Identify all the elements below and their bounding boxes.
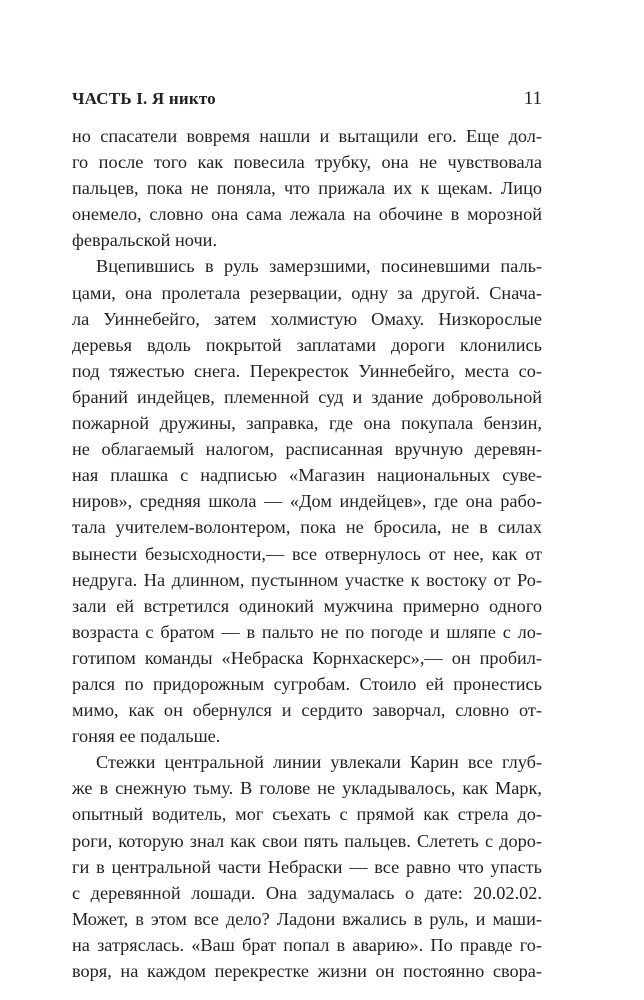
text-line: Стежки центральной линии увлекали Карин все глуб- <box>96 752 542 773</box>
text-line: но спасатели вовремя нашли и вытащили его. Еще дол- <box>72 126 542 146</box>
chapter-title: ЧАСТЬ I. Я никто <box>72 89 216 108</box>
text-line: пожарной дружины, заправка, где она покупала бензин, <box>72 413 542 434</box>
text-line: на затряслась. «Ваш брат попал в аварию». По правде го- <box>72 934 542 955</box>
text-line: гоняя ее подальше. <box>72 726 221 747</box>
text-line: готипом команды «Небраска Корнхаскерс»,— он пробил- <box>72 647 542 668</box>
text-line: февральской ночи. <box>72 230 218 251</box>
text-line: ниров», средняя школа — «Дом индейцев», где она рабо- <box>72 491 542 512</box>
running-head <box>72 86 542 112</box>
text-line: рался по придорожным сугробам. Стоило ей пронестись <box>72 673 542 694</box>
text-line: под тяжестью снега. Перекресток Уиннебейго, места со- <box>72 360 542 381</box>
text-line: с деревянной лошади. Она задумалась о дате: 20.02.02. <box>72 882 542 903</box>
text-line: вынести безысходности,— все отвернулось от нее, как от <box>72 543 542 564</box>
text-line: ги в центральной части Небраски — все равно что упасть <box>72 856 542 877</box>
text-line: зали ей встретился одинокий мужчина примерно одного <box>72 595 542 616</box>
text-line: цами, она пролетала резервации, одну за другой. Снача- <box>72 282 542 303</box>
text-line: же в снежную тьму. В голове не укладывалось, как Марк, <box>72 778 542 799</box>
text-line: браний индейцев, племенной суд и здание добровольной <box>72 386 542 407</box>
text-line: Вцепившись в руль замерзшими, посиневшими паль- <box>96 256 542 277</box>
text-line: опытный водитель, мог съехать с прямой как стрела до- <box>72 804 542 825</box>
body-text <box>72 123 542 984</box>
text-line: роги, которую знал как свои пять пальцев. Слететь с доро- <box>72 830 542 851</box>
page-number: 11 <box>523 88 542 109</box>
text-line: пальцев, пока не поняла, что прижала их к щекам. Лицо <box>72 178 542 199</box>
text-line: ная плашка с надписью «Магазин национальных суве- <box>72 465 542 486</box>
text-line: онемело, словно она сама лежала на обочине в морозной <box>72 204 542 225</box>
text-line: деревья вдоль покрытой заплатами дороги клонились <box>72 334 542 355</box>
text-line: воря, на каждом перекрестке жизни он постоянно свора- <box>72 961 542 981</box>
text-line: не облагаемый налогом, расписанная вручную деревян- <box>72 439 542 460</box>
text-line: ла Уиннебейго, затем холмистую Омаху. Низкорослые <box>72 308 542 329</box>
text-line: возраста с братом — в пальто не по погоде и шляпе с ло- <box>72 621 542 642</box>
text-line: Может, в этом все дело? Ладони вжались в руль, и маши- <box>72 908 542 929</box>
text-line: мимо, как он обернулся и сердито заворчал, словно от- <box>72 700 542 721</box>
text-line: тала учителем-волонтером, пока не бросила, не в силах <box>72 517 542 538</box>
text-line: недруга. На длинном, пустынном участке к востоку от Ро- <box>72 569 542 590</box>
text-line: го после того как повесила трубку, она не чувствовала <box>72 152 542 173</box>
